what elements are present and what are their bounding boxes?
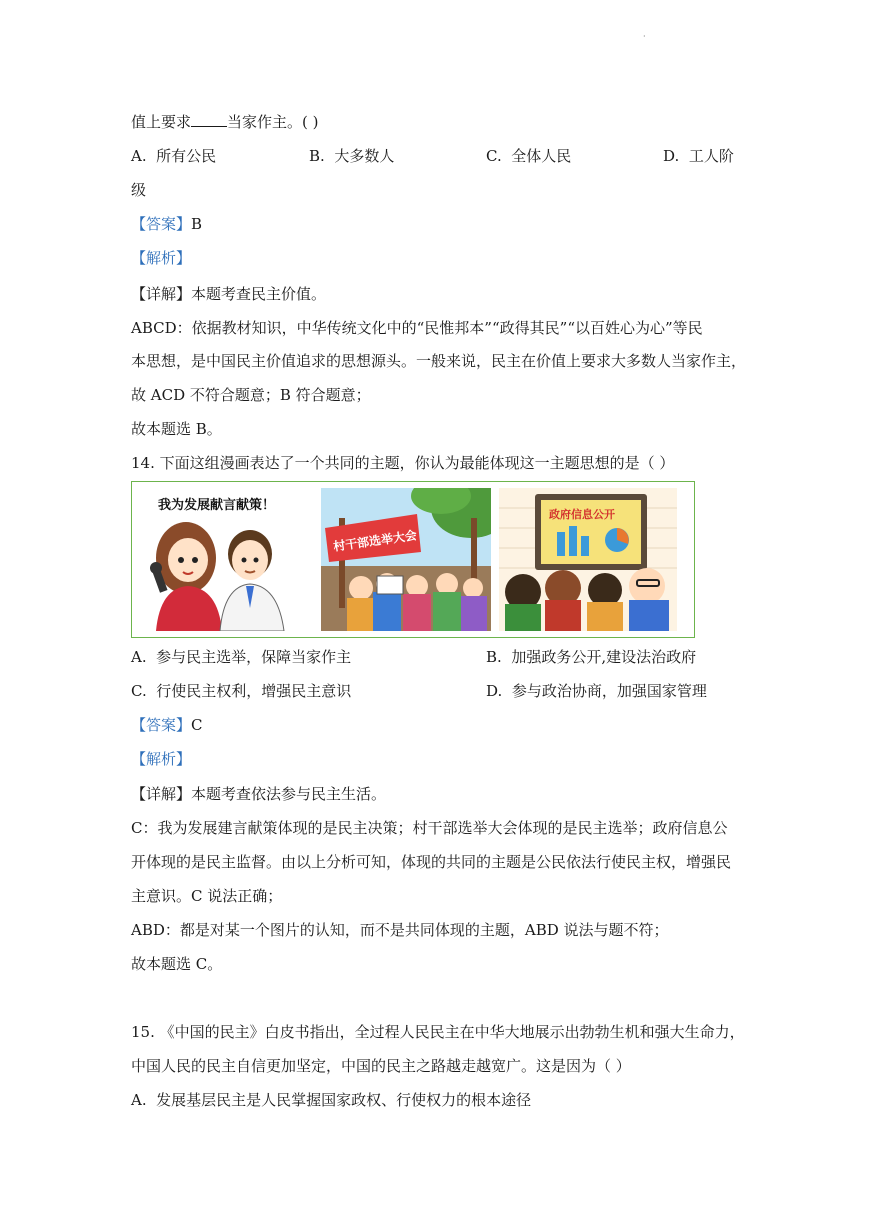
q13-stem — [131, 112, 319, 132]
panel2-banner: 村干部选举大会 — [332, 528, 418, 554]
option-text: 加强政务公开,建设法治政府 — [511, 648, 697, 666]
answer-value: C — [191, 716, 203, 734]
detail-tag: 【详解】 — [131, 785, 192, 803]
q14-explain-line: 故本题选 C。 — [131, 955, 223, 973]
option-letter: C. — [486, 147, 502, 165]
q14-detail — [131, 784, 386, 804]
answer-tag: 【答案】 — [131, 215, 192, 233]
option-letter: C. — [131, 682, 147, 700]
option-text: 工人阶 — [688, 147, 734, 165]
q15-stem-line: 15. 《中国的民主》白皮书指出，全过程人民民主在中华大地展示出勃勃生机和强大生命力， — [131, 1023, 745, 1041]
q13-analysis-tag: 【解析】 — [131, 249, 192, 267]
q13-option-a — [131, 146, 216, 166]
comic-panel-election — [321, 488, 491, 631]
option-letter: D. — [663, 147, 680, 165]
q13-stem-before: 值上要求 — [131, 113, 192, 131]
q13-explain-line: 故本题选 B。 — [131, 420, 222, 438]
q13-stem-after: 当家作主。( ) — [227, 113, 319, 131]
q14-option-b — [486, 647, 696, 667]
q13-explain-line: 本思想，是中国民主价值追求的思想源头。一般来说，民主在价值上要求大多数人当家作主， — [131, 352, 747, 370]
comic-panel-transparency — [499, 488, 677, 631]
q15-stem-line: 中国人民的民主自信更加坚定，中国的民主之路越走越宽广。这是因为（ ） — [131, 1057, 631, 1075]
q13-option-b — [309, 146, 394, 166]
q14-explain-line: ABD：都是对某一个图片的认知，而不是共同体现的主题，ABD 说法与题不符； — [131, 921, 669, 939]
q13-detail — [131, 284, 326, 304]
q14-analysis-tag: 【解析】 — [131, 750, 192, 768]
page-marker: · — [643, 32, 646, 41]
q14-stem: 14. 下面这组漫画表达了一个共同的主题，你认为最能体现这一主题思想的是（ ） — [131, 454, 675, 472]
q14-explain-line: C：我为发展建言献策体现的是民主决策；村干部选举大会体现的是民主选举；政府信息公 — [131, 819, 728, 837]
option-text: 行使民主权利，增强民主意识 — [156, 682, 352, 700]
q13-explain-line: ABCD：依据教材知识，中华传统文化中的“民惟邦本”“政得其民”“以百姓心为心”等民 — [131, 319, 703, 337]
comic-panel-suggestion — [138, 488, 314, 631]
q13-option-c — [486, 146, 571, 166]
q13-answer — [131, 214, 202, 234]
q13-explain-line: 故 ACD 不符合题意；B 符合题意； — [131, 386, 371, 404]
q13-option-wrap: 级 — [131, 181, 147, 199]
option-letter: A. — [131, 648, 147, 666]
option-text: 所有公民 — [156, 147, 217, 165]
answer-value: B — [191, 215, 203, 233]
option-letter: A. — [131, 147, 147, 165]
panel3-screen-title: 政府信息公开 — [549, 508, 615, 521]
q14-answer — [131, 715, 203, 735]
option-letter: B. — [309, 147, 325, 165]
option-letter: B. — [486, 648, 502, 666]
option-letter: A. — [131, 1091, 147, 1109]
q14-option-d — [486, 681, 707, 701]
q15-option-a — [131, 1090, 531, 1110]
q14-explain-line: 主意识。C 说法正确； — [131, 887, 283, 905]
q14-option-c — [131, 681, 351, 701]
panel1-caption: 我为发展献言献策！ — [158, 498, 276, 513]
comic-election-illustration — [321, 488, 491, 631]
q13-blank — [191, 112, 227, 127]
option-text: 全体人民 — [511, 147, 572, 165]
q13-option-d — [663, 146, 734, 166]
option-letter: D. — [486, 682, 503, 700]
detail-text: 本题考查民主价值。 — [191, 285, 327, 303]
detail-text: 本题考查依法参与民主生活。 — [191, 785, 387, 803]
q14-explain-line: 开体现的是民主监督。由以上分析可知，体现的共同的主题是公民依法行使民主权，增强民 — [131, 853, 732, 871]
q14-comic-figure — [131, 481, 695, 638]
option-text: 大多数人 — [334, 147, 395, 165]
option-text: 参与政治协商，加强国家管理 — [511, 682, 707, 700]
answer-tag: 【答案】 — [131, 716, 192, 734]
option-text: 参与民主选举，保障当家作主 — [156, 648, 352, 666]
option-text: 发展基层民主是人民掌握国家政权、行使权力的根本途径 — [156, 1091, 532, 1109]
detail-tag: 【详解】 — [131, 285, 192, 303]
q14-option-a — [131, 647, 351, 667]
